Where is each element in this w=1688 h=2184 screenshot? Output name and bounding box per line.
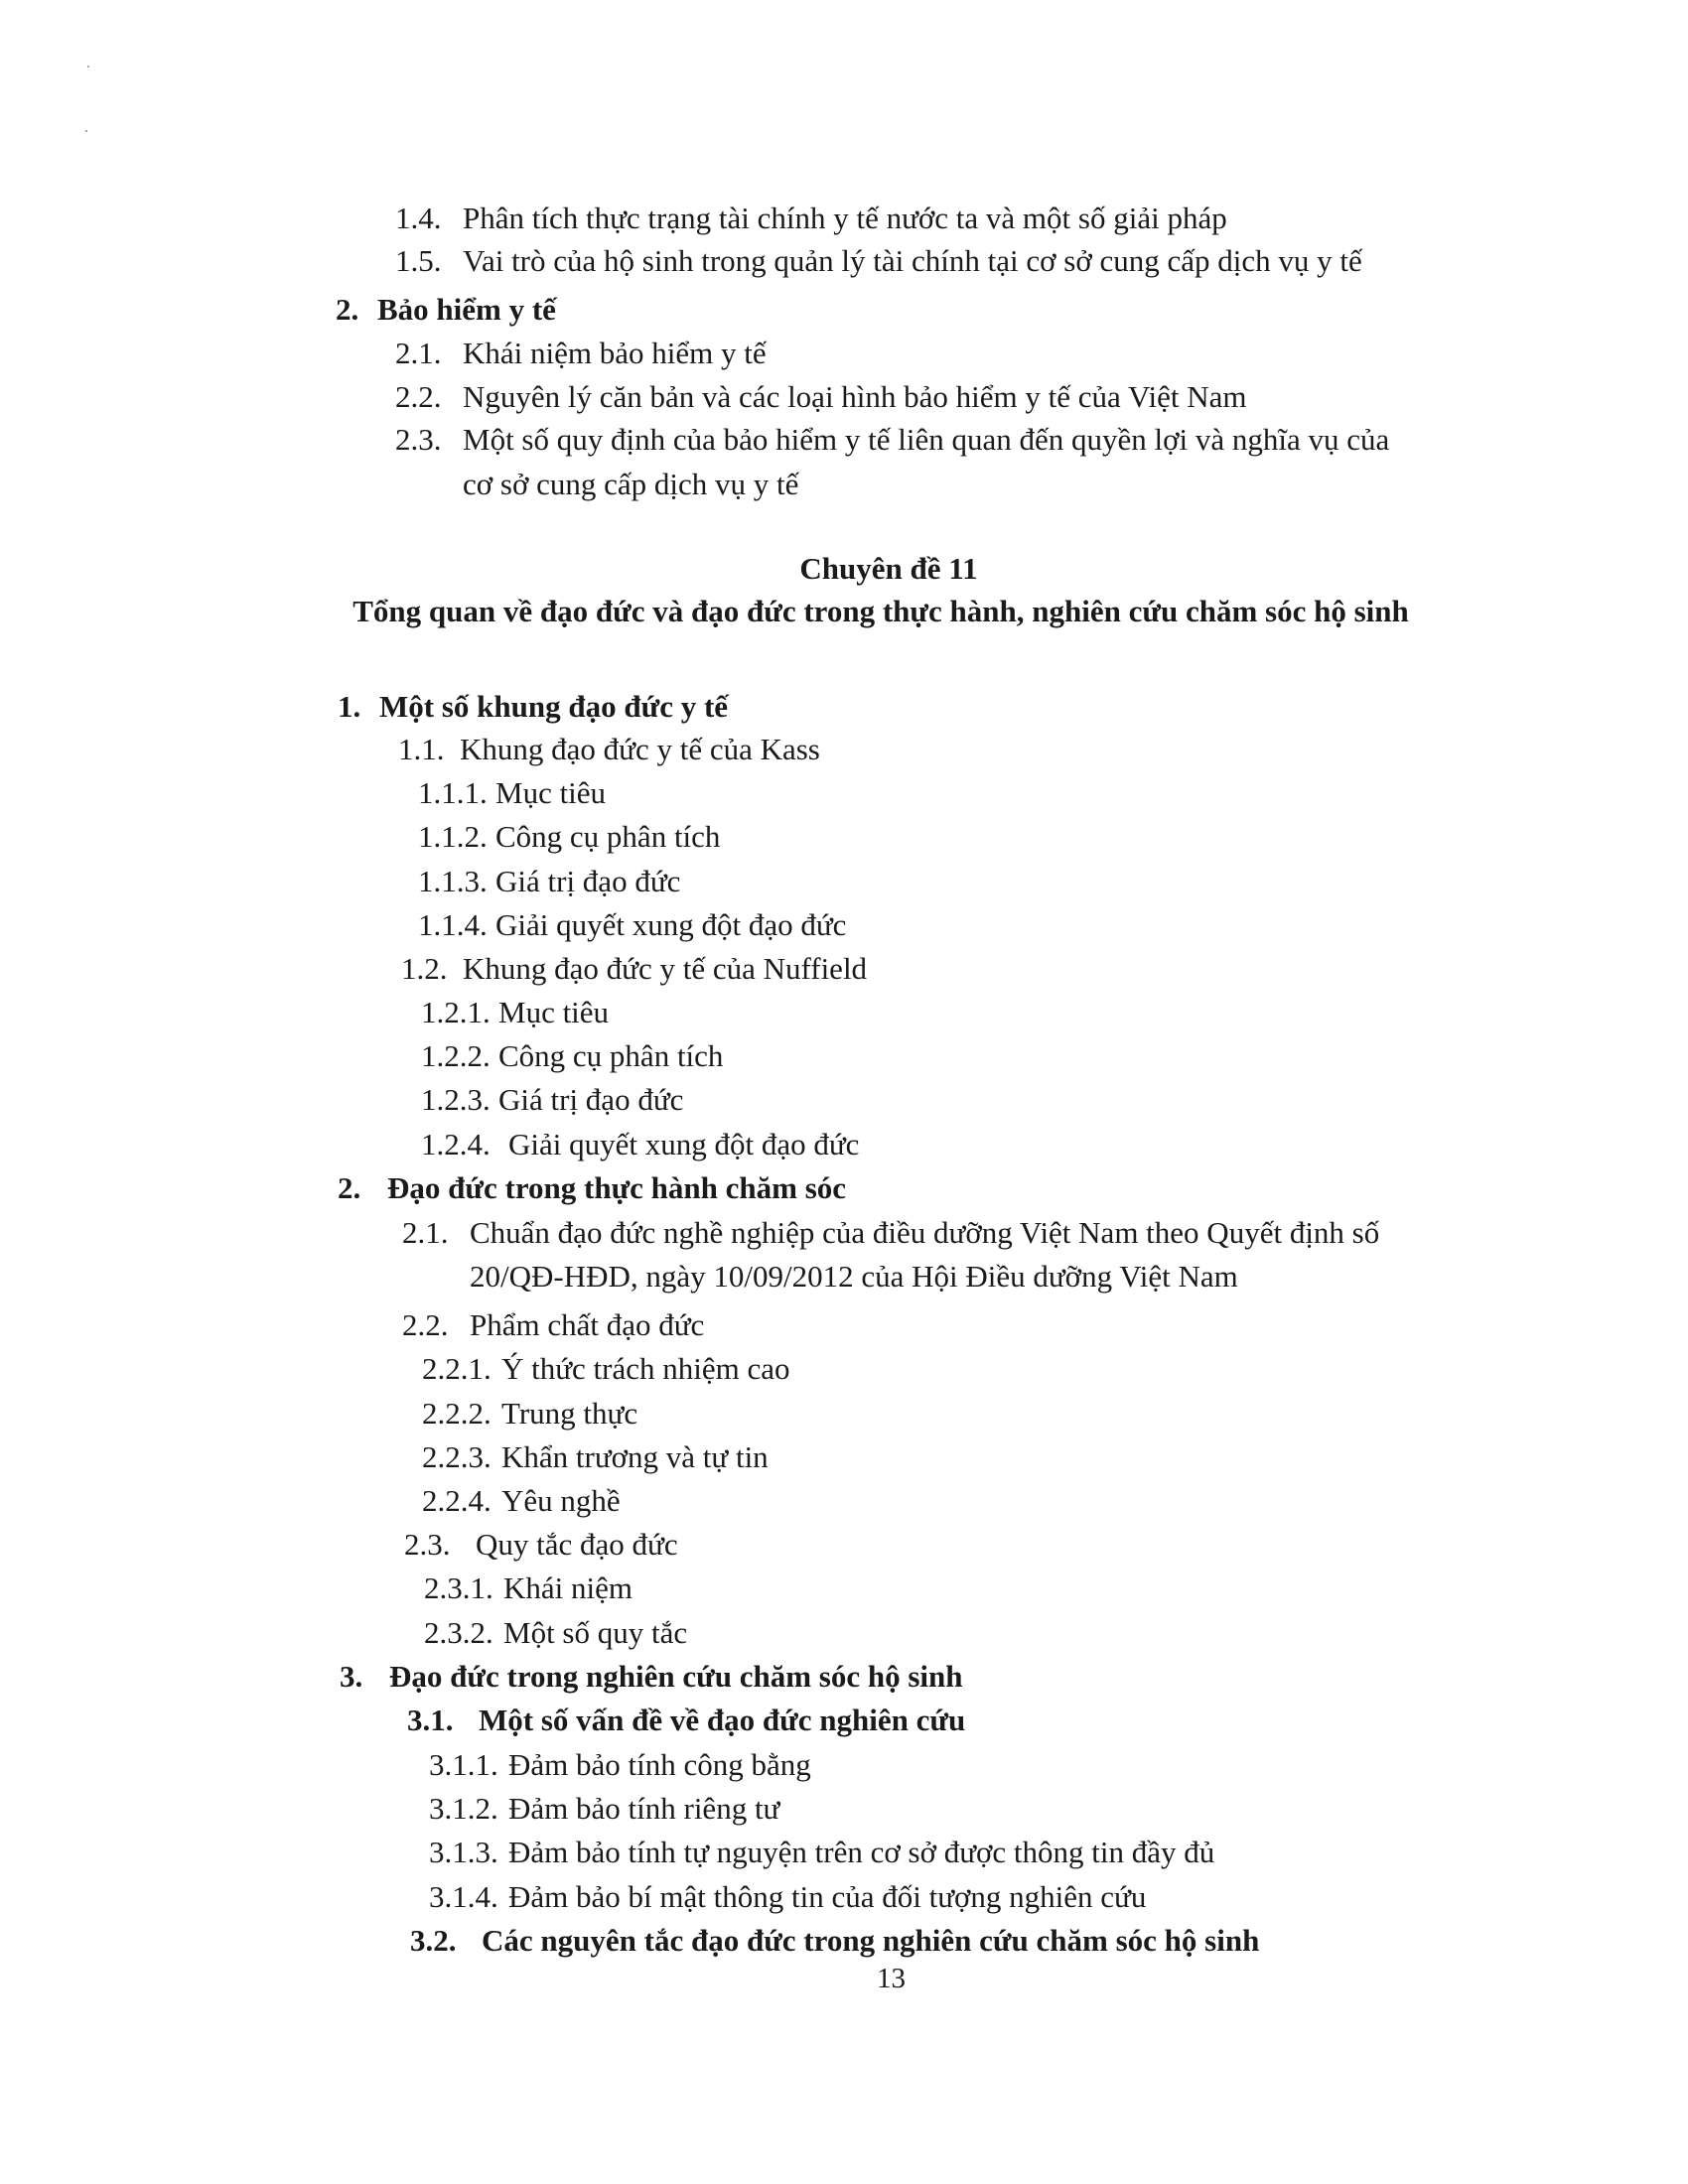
outline-text: Mục tiêu xyxy=(495,775,607,810)
outline-number: 3. xyxy=(340,1659,363,1694)
outline-text: Đảm bảo tính riêng tư xyxy=(508,1791,780,1826)
outline-text: Trung thực xyxy=(501,1396,638,1431)
outline-item xyxy=(395,199,1227,238)
outline-number: 3.2. xyxy=(410,1923,457,1958)
outline-number: 2. xyxy=(338,1170,361,1205)
outline-text: Khái niệm bảo hiểm y tế xyxy=(463,336,767,370)
outline-number: 1.2.2. xyxy=(421,1038,491,1073)
outline-section-heading xyxy=(336,290,556,330)
outline-text: Quy tắc đạo đức xyxy=(476,1527,678,1562)
outline-subitem xyxy=(429,1745,811,1785)
outline-number: 3.1.4. xyxy=(429,1879,498,1914)
outline-item-heading xyxy=(407,1701,965,1740)
outline-item-continuation xyxy=(470,1257,1238,1297)
outline-number: 2.3. xyxy=(395,422,442,457)
outline-item xyxy=(395,241,1362,281)
outline-number: 1.2.3. xyxy=(421,1082,491,1117)
outline-number: 2.2.1. xyxy=(422,1351,492,1386)
outline-item xyxy=(404,1525,678,1565)
page-number: 13 xyxy=(877,1963,906,1994)
outline-number: 2.2.3. xyxy=(422,1439,492,1474)
outline-number: 1.1.1. xyxy=(418,775,488,810)
outline-text: Đạo đức trong thực hành chăm sóc xyxy=(387,1170,847,1205)
outline-number: 2. xyxy=(336,292,359,327)
outline-item xyxy=(395,377,1247,417)
outline-number: 1.1.4. xyxy=(418,907,488,942)
outline-text: Khung đạo đức y tế của Kass xyxy=(460,732,820,766)
outline-section-heading xyxy=(340,1657,963,1697)
outline-text: Mục tiêu xyxy=(498,995,610,1029)
topic-title: Tổng quan về đạo đức và đạo đức trong thực hành, nghiên cứu chăm sóc hộ sinh xyxy=(352,594,1409,628)
outline-number: 1.2. xyxy=(401,951,448,986)
outline-text: Các nguyên tắc đạo đức trong nghiên cứu chăm sóc hộ sinh xyxy=(482,1923,1260,1958)
outline-subitem xyxy=(429,1833,1214,1872)
outline-subitem xyxy=(422,1481,621,1521)
outline-number: 2.3.1. xyxy=(424,1570,493,1605)
outline-text: Đạo đức trong nghiên cứu chăm sóc hộ sinh xyxy=(389,1659,963,1694)
outline-item xyxy=(395,334,767,373)
outline-number: 1.1.3. xyxy=(418,864,488,898)
outline-text: Một số quy tắc xyxy=(503,1615,688,1650)
outline-text: Khung đạo đức y tế của Nuffield xyxy=(463,951,868,986)
outline-text: Một số vấn đề về đạo đức nghiên cứu xyxy=(479,1703,966,1737)
outline-item xyxy=(402,1305,704,1345)
outline-number: 1.1.2. xyxy=(418,819,488,854)
outline-text: 20/QĐ-HĐD, ngày 10/09/2012 của Hội Điều dưỡng Việt Nam xyxy=(470,1259,1238,1294)
outline-text: Đảm bảo bí mật thông tin của đối tượng nghiên cứu xyxy=(508,1879,1147,1914)
outline-subitem xyxy=(421,993,609,1032)
outline-item xyxy=(402,1213,1379,1253)
outline-subitem xyxy=(422,1349,790,1389)
outline-text: Một số quy định của bảo hiểm y tế liên quan đến quyền lợi và nghĩa vụ của xyxy=(463,422,1390,457)
outline-subitem xyxy=(418,817,720,857)
outline-item-heading xyxy=(410,1921,1259,1961)
outline-text: Phân tích thực trạng tài chính y tế nước ta và một số giải pháp xyxy=(463,201,1227,235)
outline-text: cơ sở cung cấp dịch vụ y tế xyxy=(463,467,799,501)
outline-text: Chuẩn đạo đức nghề nghiệp của điều dưỡng Việt Nam theo Quyết định số xyxy=(470,1215,1380,1250)
outline-text: Bảo hiểm y tế xyxy=(377,292,556,327)
outline-text: Khái niệm xyxy=(503,1570,633,1605)
outline-subitem xyxy=(422,1394,637,1433)
outline-number: 2.2.4. xyxy=(422,1483,492,1518)
outline-number: 1. xyxy=(338,689,361,724)
outline-number: 3.1.2. xyxy=(429,1791,498,1826)
outline-text: Công cụ phân tích xyxy=(495,819,721,854)
outline-item xyxy=(395,420,1389,460)
outline-text: Công cụ phân tích xyxy=(498,1038,724,1073)
outline-text: Đảm bảo tính công bằng xyxy=(508,1747,811,1782)
scan-speck xyxy=(87,66,89,68)
outline-number: 2.3. xyxy=(404,1527,451,1562)
outline-text: Đảm bảo tính tự nguyện trên cơ sở được thông tin đầy đủ xyxy=(508,1835,1215,1869)
outline-subitem xyxy=(418,905,846,945)
outline-text: Giải quyết xung đột đạo đức xyxy=(495,907,847,942)
outline-subitem xyxy=(421,1125,859,1164)
outline-number: 1.2.4. xyxy=(421,1127,491,1161)
outline-number: 1.4. xyxy=(395,201,442,235)
outline-text: Ý thức trách nhiệm cao xyxy=(501,1351,790,1386)
outline-number: 1.5. xyxy=(395,243,442,278)
outline-subitem xyxy=(418,862,680,901)
outline-text: Phẩm chất đạo đức xyxy=(470,1307,705,1342)
topic-label: Chuyên đề 11 xyxy=(799,551,978,586)
outline-subitem xyxy=(424,1613,687,1653)
outline-subitem xyxy=(429,1789,779,1829)
outline-text: Nguyên lý căn bản và các loại hình bảo hiểm y tế của Việt Nam xyxy=(463,379,1247,414)
outline-subitem xyxy=(422,1437,769,1477)
outline-number: 2.2. xyxy=(395,379,442,414)
outline-number: 3.1.3. xyxy=(429,1835,498,1869)
outline-text: Khẩn trương và tự tin xyxy=(501,1439,769,1474)
outline-number: 3.1.1. xyxy=(429,1747,498,1782)
outline-number: 2.2.2. xyxy=(422,1396,492,1431)
outline-number: 2.2. xyxy=(402,1307,449,1342)
outline-text: Giá trị đạo đức xyxy=(498,1082,684,1117)
outline-item xyxy=(401,949,867,989)
outline-number: 2.3.2. xyxy=(424,1615,493,1650)
outline-section-heading xyxy=(338,687,728,727)
scan-speck xyxy=(85,130,87,132)
outline-number: 2.1. xyxy=(402,1215,449,1250)
outline-text: Giá trị đạo đức xyxy=(495,864,681,898)
outline-subitem xyxy=(424,1569,633,1608)
outline-number: 1.1. xyxy=(398,732,445,766)
outline-text: Yêu nghề xyxy=(501,1483,621,1518)
outline-text: Một số khung đạo đức y tế xyxy=(379,689,729,724)
outline-text: Vai trò của hộ sinh trong quản lý tài chính tại cơ sở cung cấp dịch vụ y tế xyxy=(463,243,1362,278)
outline-subitem xyxy=(418,773,606,813)
outline-text: Giải quyết xung đột đạo đức xyxy=(508,1127,860,1161)
outline-subitem xyxy=(421,1080,683,1120)
outline-number: 3.1. xyxy=(407,1703,454,1737)
outline-number: 2.1. xyxy=(395,336,442,370)
outline-item xyxy=(398,730,820,769)
outline-section-heading xyxy=(338,1168,846,1208)
outline-subitem xyxy=(421,1036,723,1076)
outline-number: 1.2.1. xyxy=(421,995,491,1029)
outline-subitem xyxy=(429,1877,1146,1917)
outline-item-continuation xyxy=(463,465,798,504)
